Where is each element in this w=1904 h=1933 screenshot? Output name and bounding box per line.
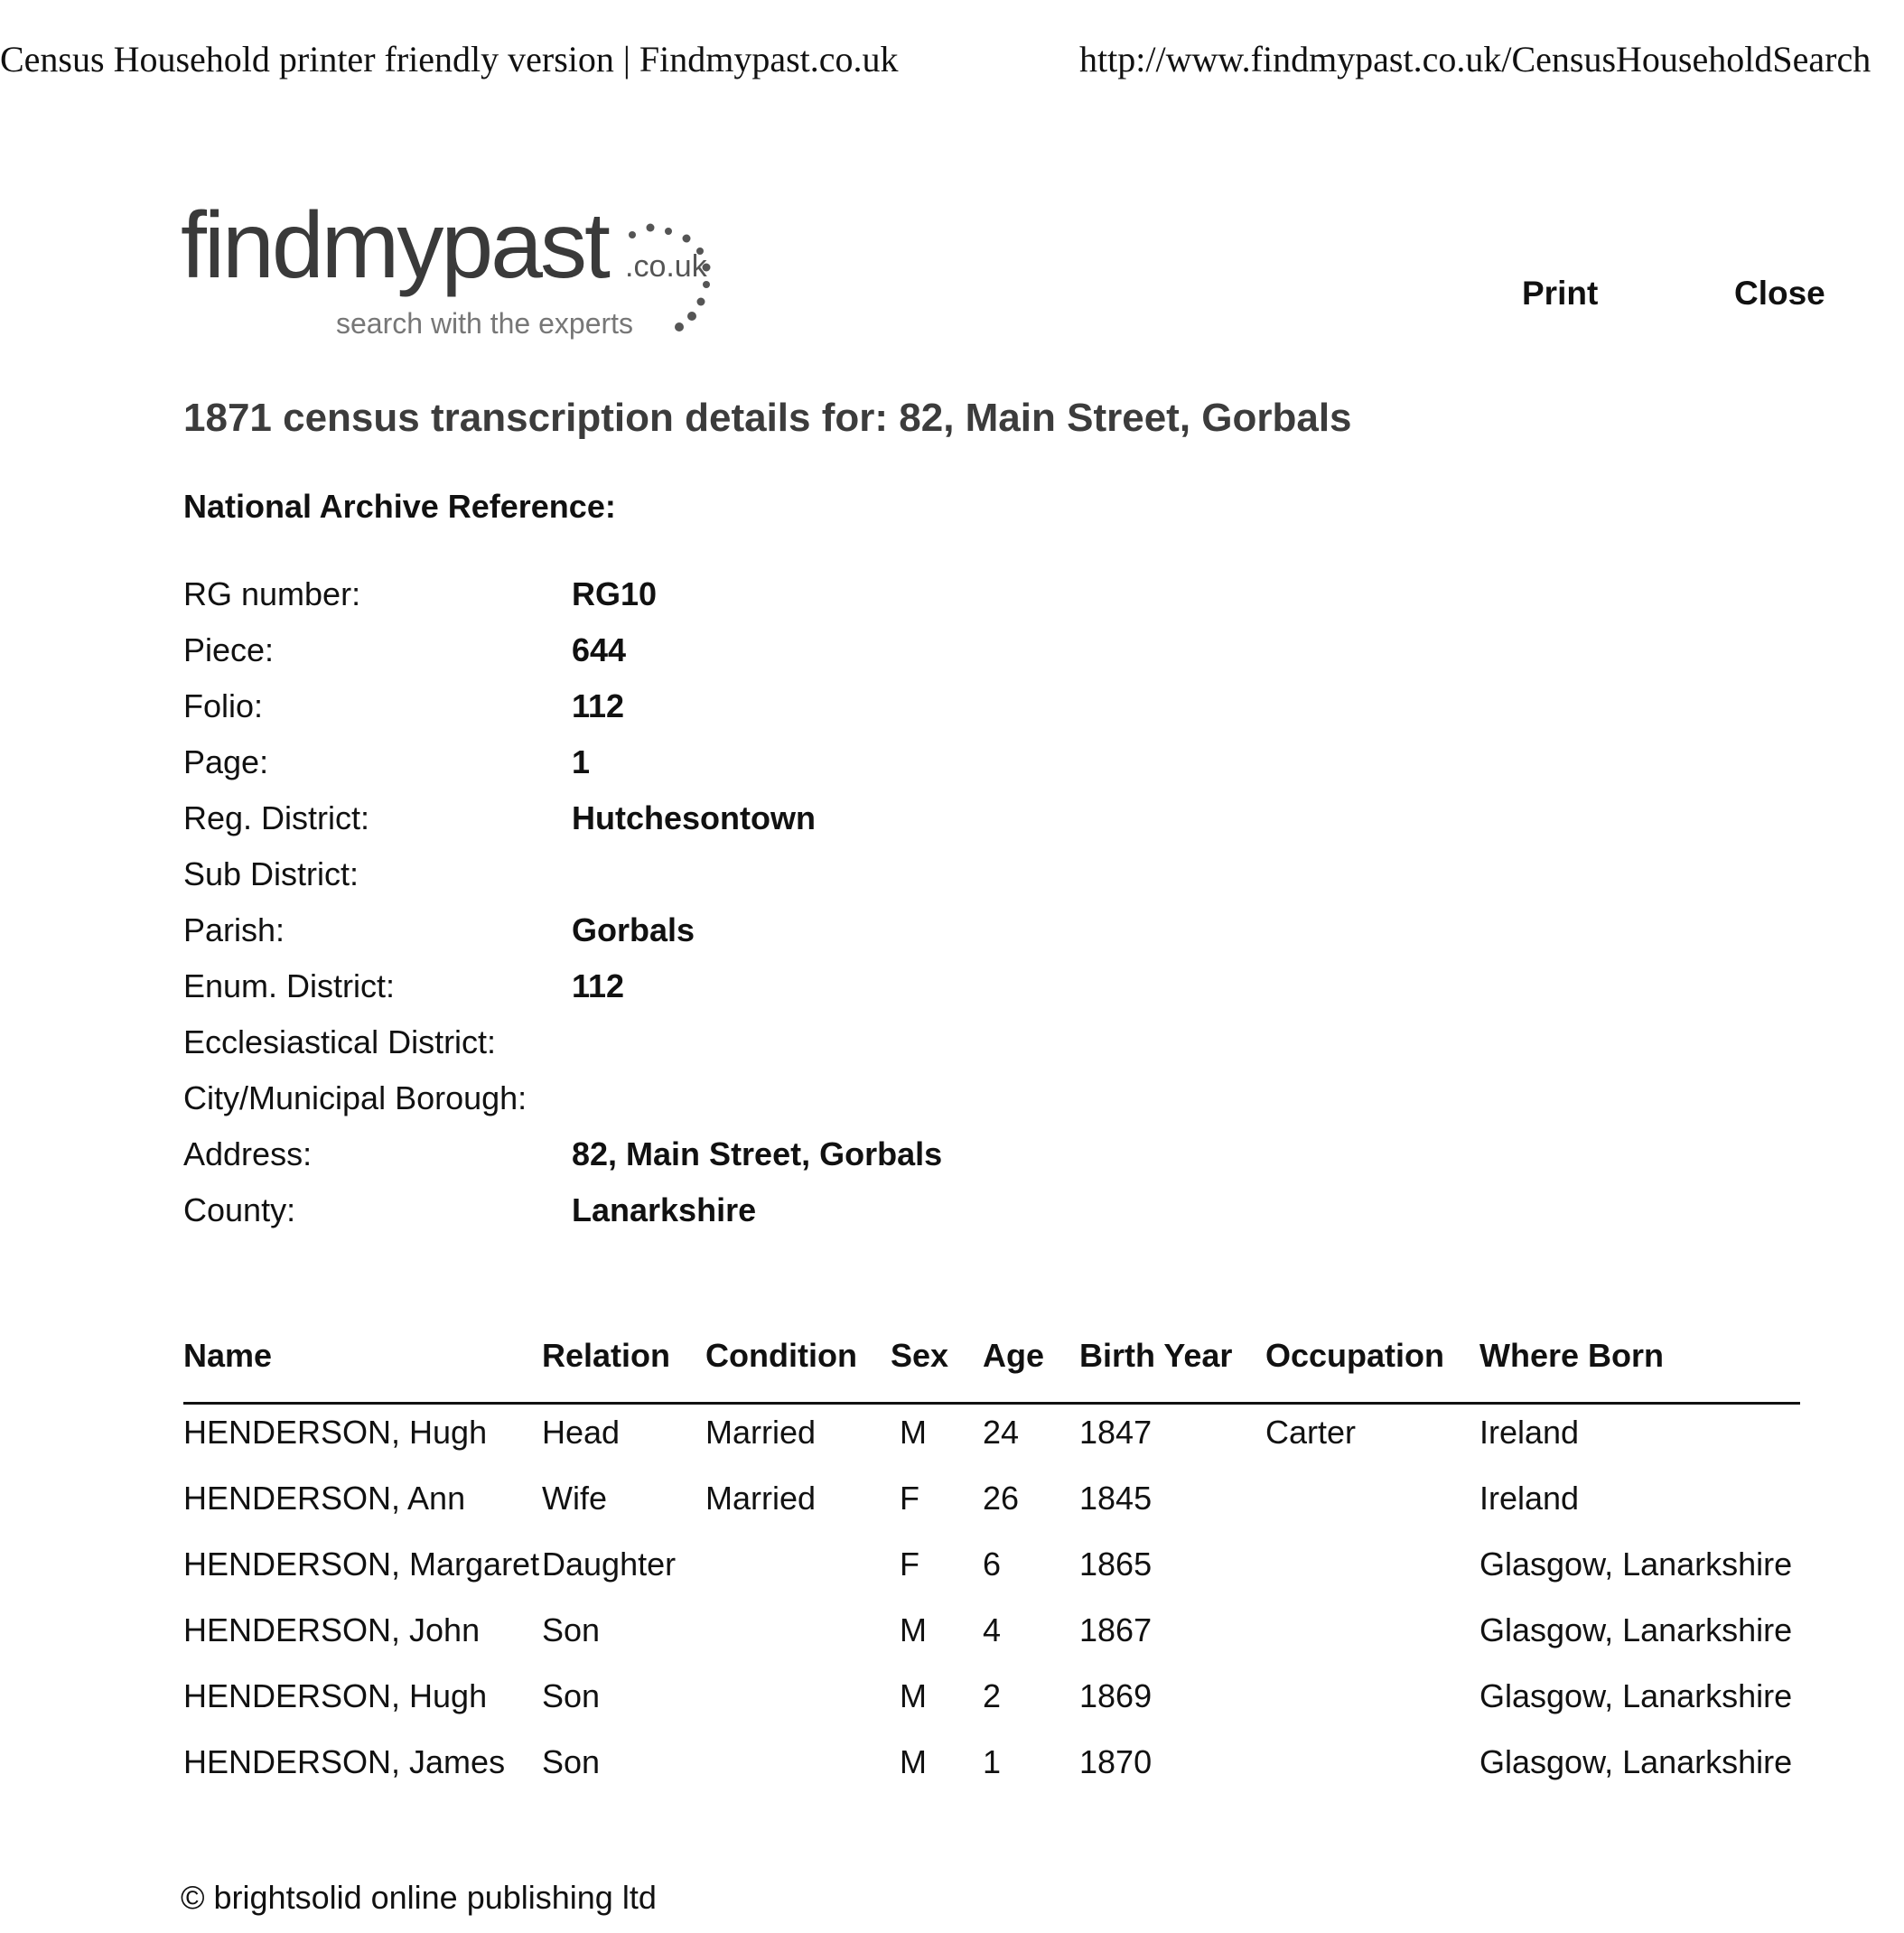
column-header-age: Age — [983, 1337, 1045, 1374]
cell-where-born: Glasgow, Lanarkshire — [1479, 1545, 1793, 1583]
cell-sex: F — [900, 1545, 919, 1583]
cell-relation: Son — [542, 1677, 601, 1714]
column-header-occupation: Occupation — [1265, 1337, 1445, 1374]
cell-relation: Head — [542, 1414, 621, 1451]
column-header-condition: Condition — [705, 1337, 857, 1374]
cell-birth-year: 1845 — [1079, 1480, 1153, 1517]
column-header-name: Name — [183, 1337, 273, 1374]
cell-condition: Married — [705, 1414, 817, 1451]
ref-label: Parish: — [183, 911, 285, 948]
logo-domain: .co.uk — [625, 249, 707, 284]
cell-birth-year: 1847 — [1079, 1414, 1153, 1451]
cell-age: 26 — [983, 1480, 1020, 1517]
close-link[interactable]: Close — [1734, 275, 1825, 312]
print-header-title: Census Household printer friendly version | Findmypast.co.uk — [0, 39, 899, 79]
cell-age: 2 — [983, 1677, 1002, 1714]
column-header-sex: Sex — [891, 1337, 949, 1374]
logo-tagline: search with the experts — [336, 307, 634, 340]
column-header-birth-year: Birth Year — [1079, 1337, 1233, 1374]
cell-birth-year: 1870 — [1079, 1743, 1153, 1780]
cell-sex: M — [900, 1677, 927, 1714]
ref-value: 644 — [572, 631, 627, 668]
cell-where-born: Ireland — [1479, 1414, 1580, 1451]
cell-occupation: Carter — [1265, 1414, 1357, 1451]
ref-label: Piece: — [183, 631, 275, 668]
cell-relation: Wife — [542, 1480, 607, 1517]
column-header-relation: Relation — [542, 1337, 671, 1374]
ref-label: Address: — [183, 1135, 313, 1172]
ref-value: Gorbals — [572, 911, 695, 948]
cell-relation: Son — [542, 1611, 601, 1648]
cell-sex: M — [900, 1414, 927, 1451]
ref-label: Sub District: — [183, 855, 359, 892]
cell-birth-year: 1869 — [1079, 1677, 1153, 1714]
ref-label: Enum. District: — [183, 967, 396, 1004]
cell-name: HENDERSON, Margaret — [183, 1545, 540, 1583]
cell-age: 1 — [983, 1743, 1002, 1780]
ref-label: City/Municipal Borough: — [183, 1079, 527, 1116]
cell-condition: Married — [705, 1480, 817, 1517]
print-link[interactable]: Print — [1522, 275, 1599, 312]
ref-value: 112 — [572, 967, 625, 1004]
household-body — [183, 1414, 1800, 1809]
cell-where-born: Ireland — [1479, 1480, 1580, 1517]
household-table — [183, 1337, 1800, 1809]
cell-name: HENDERSON, Ann — [183, 1480, 466, 1517]
table-row — [183, 1545, 1800, 1611]
cell-sex: F — [900, 1480, 919, 1517]
cell-sex: M — [900, 1611, 927, 1648]
ref-label: RG number: — [183, 575, 361, 612]
cell-birth-year: 1867 — [1079, 1611, 1153, 1648]
copyright-footer: © brightsolid online publishing ltd — [181, 1879, 657, 1916]
findmypast-logo[interactable] — [181, 193, 741, 352]
table-row — [183, 1743, 1800, 1809]
cell-name: HENDERSON, John — [183, 1611, 481, 1648]
table-row — [183, 1414, 1800, 1480]
cell-sex: M — [900, 1743, 927, 1780]
ref-value: Hutchesontown — [572, 799, 816, 836]
cell-where-born: Glasgow, Lanarkshire — [1479, 1743, 1793, 1780]
logo-wordmark: findmypast — [181, 193, 608, 298]
ref-value: 112 — [572, 687, 625, 724]
cell-age: 6 — [983, 1545, 1002, 1583]
ref-value: RG10 — [572, 575, 658, 612]
print-header — [0, 38, 1904, 92]
table-row — [183, 1611, 1800, 1677]
household-header-row — [183, 1337, 1800, 1402]
ref-value: 82, Main Street, Gorbals — [572, 1135, 943, 1172]
reference-heading: National Archive Reference: — [183, 488, 616, 525]
cell-birth-year: 1865 — [1079, 1545, 1153, 1583]
cell-name: HENDERSON, James — [183, 1743, 506, 1780]
cell-relation: Son — [542, 1743, 601, 1780]
cell-relation: Daughter — [542, 1545, 677, 1583]
table-row — [183, 1677, 1800, 1743]
cell-name: HENDERSON, Hugh — [183, 1414, 488, 1451]
ref-label: Folio: — [183, 687, 264, 724]
print-header-url: http://www.findmypast.co.uk/CensusHouseholdSearch — [1079, 39, 1871, 79]
ref-label: County: — [183, 1191, 296, 1228]
column-header-where-born: Where Born — [1479, 1337, 1665, 1374]
page-title: 1871 census transcription details for: 82, Main Street, Gorbals — [183, 396, 1352, 440]
cell-age: 4 — [983, 1611, 1002, 1648]
cell-age: 24 — [983, 1414, 1020, 1451]
table-row — [183, 1480, 1800, 1545]
ref-value: 1 — [572, 743, 591, 780]
ref-label: Reg. District: — [183, 799, 370, 836]
cell-name: HENDERSON, Hugh — [183, 1677, 488, 1714]
ref-value: Lanarkshire — [572, 1191, 757, 1228]
cell-where-born: Glasgow, Lanarkshire — [1479, 1611, 1793, 1648]
header-divider — [183, 1402, 1800, 1405]
ref-label: Ecclesiastical District: — [183, 1023, 497, 1060]
ref-label: Page: — [183, 743, 269, 780]
cell-where-born: Glasgow, Lanarkshire — [1479, 1677, 1793, 1714]
